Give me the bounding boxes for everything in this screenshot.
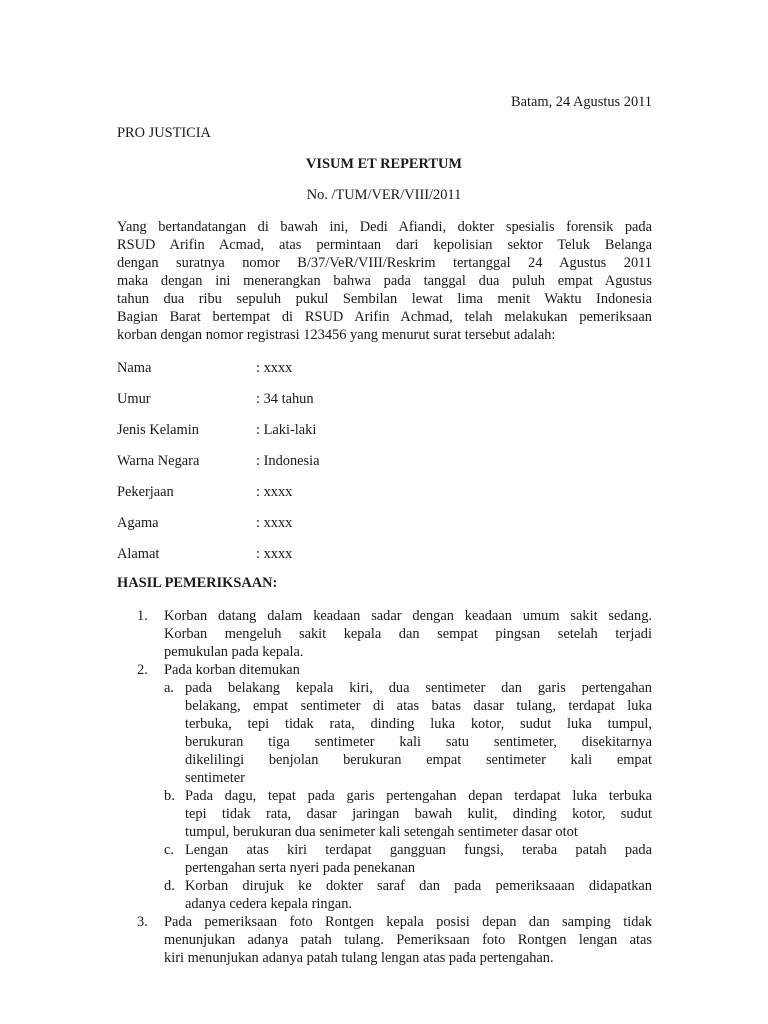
item-line: Pada pemeriksaan foto Rontgen kepala posisi depan dan samping tidak (164, 914, 652, 930)
finding-item-2 (137, 661, 652, 913)
sub-line: berukuran tiga sentimeter kali satu sentimeter, disekitarnya (185, 734, 652, 750)
section-heading: HASIL PEMERIKSAAN: (117, 575, 278, 591)
sub-line: Lengan atas kiri terdapat gangguan fungsi, teraba patah pada (185, 842, 652, 858)
field-value: : xxxx (256, 546, 293, 562)
document-number: No. /TUM/VER/VIII/2011 (306, 187, 462, 203)
sub-line: tumpul, berukuran dua senimeter kali setengah sentimeter dasar otot (185, 824, 578, 840)
sub-line: belakang, empat sentimeter di atas batas dasar tulang, terdapat luka (185, 698, 652, 714)
sub-letter: d. (164, 878, 175, 894)
field-value: : Laki-laki (256, 422, 317, 438)
intro-line: maka dengan ini menerangkan bahwa pada tanggal dua puluh empat Agustus (117, 273, 652, 289)
field-label: Alamat (117, 546, 160, 562)
item-line: Korban datang dalam keadaan sadar dengan keadaan umum sakit sedang. (164, 608, 652, 624)
field-label: Warna Negara (117, 453, 200, 469)
intro-paragraph (117, 218, 652, 344)
sub-line: Pada dagu, tepat pada garis pertengahan depan terdapat luka terbuka (185, 788, 652, 804)
field-value: : xxxx (256, 515, 293, 531)
field-label: Umur (117, 391, 151, 407)
field-label: Pekerjaan (117, 484, 174, 500)
sub-line: terbuka, tepi tidak rata, dinding luka kotor, sudut luka tumpul, (185, 716, 652, 732)
sub-line: pada belakang kepala kiri, dua sentimeter dan garis pertengahan (185, 680, 652, 696)
item-line: Korban mengeluh sakit kepala dan sempat pingsan setelah terjadi (164, 626, 652, 642)
intro-line: Yang bertandatangan di bawah ini, Dedi Afiandi, dokter spesialis forensik pada (117, 219, 652, 235)
sub-letter: c. (164, 842, 174, 858)
field-value: : 34 tahun (256, 391, 314, 407)
sub-line: dikelilingi benjolan berukuran empat sentimeter kali empat (185, 752, 652, 768)
finding-item-1 (137, 607, 652, 661)
sub-letter: b. (164, 788, 175, 804)
pro-justicia-label: PRO JUSTICIA (117, 125, 211, 141)
sub-line: Korban dirujuk ke dokter saraf dan pada pemeriksaaan didapatkan (185, 878, 652, 894)
finding-item-3 (137, 913, 652, 967)
intro-line: tahun dua ribu sepuluh pukul Sembilan lewat lima menit Waktu Indonesia (117, 291, 652, 307)
sub-line: sentimeter (185, 770, 245, 786)
sub-finding-a (164, 679, 652, 787)
item-number: 1. (137, 608, 148, 624)
item-line: Pada korban ditemukan (164, 662, 300, 678)
field-label: Agama (117, 515, 159, 531)
sub-finding-b (164, 787, 652, 841)
item-line: kiri menunjukan adanya patah tulang lengan atas pada pertengahan. (164, 950, 554, 966)
sub-finding-d (164, 877, 652, 913)
findings-list (137, 607, 652, 967)
field-label: Jenis Kelamin (117, 422, 199, 438)
item-line: pemukulan pada kepala. (164, 644, 304, 660)
field-value: : Indonesia (256, 453, 320, 469)
intro-line: dengan suratnya nomor B/37/VeR/VIII/Reskrim tertanggal 24 Agustus 2011 (117, 255, 652, 271)
intro-line: RSUD Arifin Acmad, atas permintaan dari kepolisian sektor Teluk Belanga (117, 237, 652, 253)
document-title: VISUM ET REPERTUM (306, 156, 462, 172)
date-line: Batam, 24 Agustus 2011 (511, 94, 652, 110)
sub-finding-c (164, 841, 652, 877)
intro-line: korban dengan nomor registrasi 123456 yang menurut surat tersebut adalah: (117, 327, 556, 343)
item-number: 2. (137, 662, 148, 678)
field-value: : xxxx (256, 484, 293, 500)
intro-line: Bagian Barat bertempat di RSUD Arifin Achmad, telah melakukan pemeriksaan (117, 309, 652, 325)
item-number: 3. (137, 914, 148, 930)
sub-line: adanya cedera kepala ringan. (185, 896, 352, 912)
sub-line: pertengahan serta nyeri pada penekanan (185, 860, 416, 876)
sub-line: tepi tidak rata, dasar jaringan bawah kulit, dinding kotor, sudut (185, 806, 652, 822)
item-line: menunjukan adanya patah tulang. Pemeriksaan foto Rontgen lengan atas (164, 932, 652, 948)
sub-letter: a. (164, 680, 174, 696)
field-label: Nama (117, 360, 152, 376)
field-value: : xxxx (256, 360, 293, 376)
